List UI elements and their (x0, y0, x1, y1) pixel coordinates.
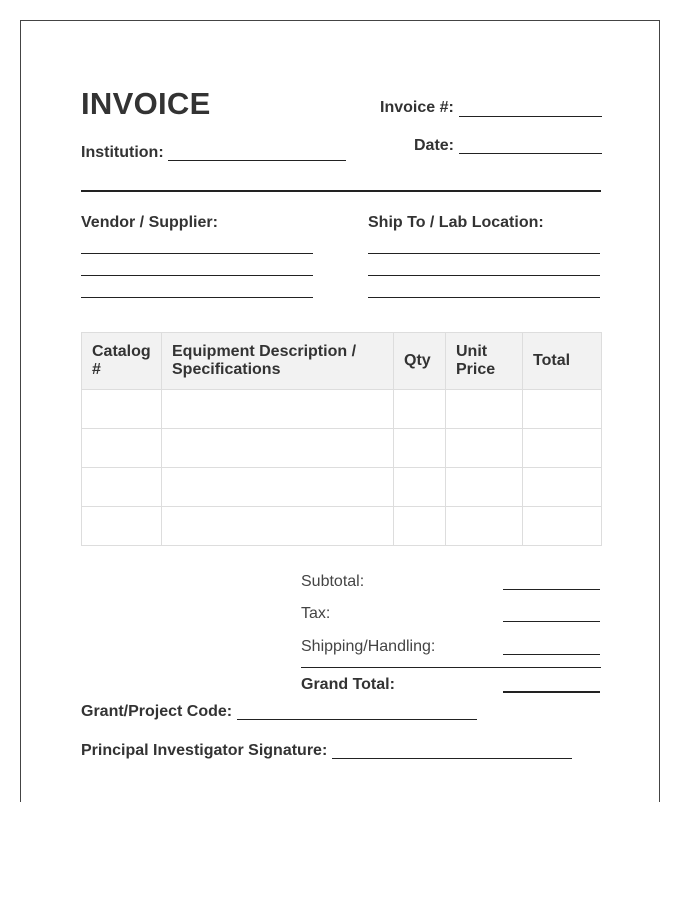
column-header-unit-price: Unit Price (446, 333, 523, 390)
description-cell[interactable] (162, 468, 394, 507)
ship-to-line-2[interactable] (368, 275, 600, 276)
tax-label: Tax: (301, 605, 331, 622)
catalog-cell[interactable] (82, 507, 162, 546)
qty-cell[interactable] (394, 390, 446, 429)
grand-total-field[interactable] (503, 691, 600, 693)
table-row (82, 507, 602, 546)
ship-to-label: Ship To / Lab Location: (368, 214, 544, 231)
qty-cell[interactable] (394, 429, 446, 468)
total-cell[interactable] (523, 390, 602, 429)
invoice-number-label: Invoice #: (380, 99, 454, 116)
shipping-label: Shipping/Handling: (301, 638, 436, 655)
qty-cell[interactable] (394, 468, 446, 507)
tax-field[interactable] (503, 621, 600, 622)
catalog-cell[interactable] (82, 468, 162, 507)
signature-field[interactable] (332, 758, 572, 759)
subtotal-label: Subtotal: (301, 573, 365, 590)
table-row (82, 429, 602, 468)
table-row (82, 468, 602, 507)
unit-price-cell[interactable] (446, 468, 523, 507)
catalog-cell[interactable] (82, 429, 162, 468)
shipping-field[interactable] (503, 654, 600, 655)
institution-field[interactable] (168, 160, 346, 161)
column-header-catalog: Catalog # (82, 333, 162, 390)
unit-price-cell[interactable] (446, 429, 523, 468)
date-field[interactable] (459, 153, 602, 154)
total-cell[interactable] (523, 429, 602, 468)
grant-code-field[interactable] (237, 719, 477, 720)
invoice-number-field[interactable] (459, 116, 602, 117)
vendor-line-3[interactable] (81, 297, 313, 298)
catalog-cell[interactable] (82, 390, 162, 429)
ship-to-line-1[interactable] (368, 253, 600, 254)
column-header-total: Total (523, 333, 602, 390)
totals-divider (301, 667, 601, 668)
table-row (82, 390, 602, 429)
column-header-qty: Qty (394, 333, 446, 390)
description-cell[interactable] (162, 390, 394, 429)
unit-price-cell[interactable] (446, 390, 523, 429)
vendor-line-2[interactable] (81, 275, 313, 276)
invoice-sheet (20, 20, 660, 802)
vendor-line-1[interactable] (81, 253, 313, 254)
date-label: Date: (414, 137, 455, 154)
description-cell[interactable] (162, 429, 394, 468)
signature-label: Principal Investigator Signature: (81, 742, 328, 759)
ship-to-line-3[interactable] (368, 297, 600, 298)
column-header-description: Equipment Description / Specifications (162, 333, 394, 390)
unit-price-cell[interactable] (446, 507, 523, 546)
subtotal-field[interactable] (503, 589, 600, 590)
invoice-title: INVOICE (81, 86, 211, 121)
equipment-table (81, 332, 602, 546)
vendor-label: Vendor / Supplier: (81, 214, 218, 231)
description-cell[interactable] (162, 507, 394, 546)
grand-total-label: Grand Total: (301, 676, 395, 693)
total-cell[interactable] (523, 468, 602, 507)
institution-label: Institution: (81, 144, 164, 161)
total-cell[interactable] (523, 507, 602, 546)
qty-cell[interactable] (394, 507, 446, 546)
grant-code-label: Grant/Project Code: (81, 703, 233, 720)
header-divider (81, 190, 601, 192)
table-header-row (82, 333, 602, 390)
